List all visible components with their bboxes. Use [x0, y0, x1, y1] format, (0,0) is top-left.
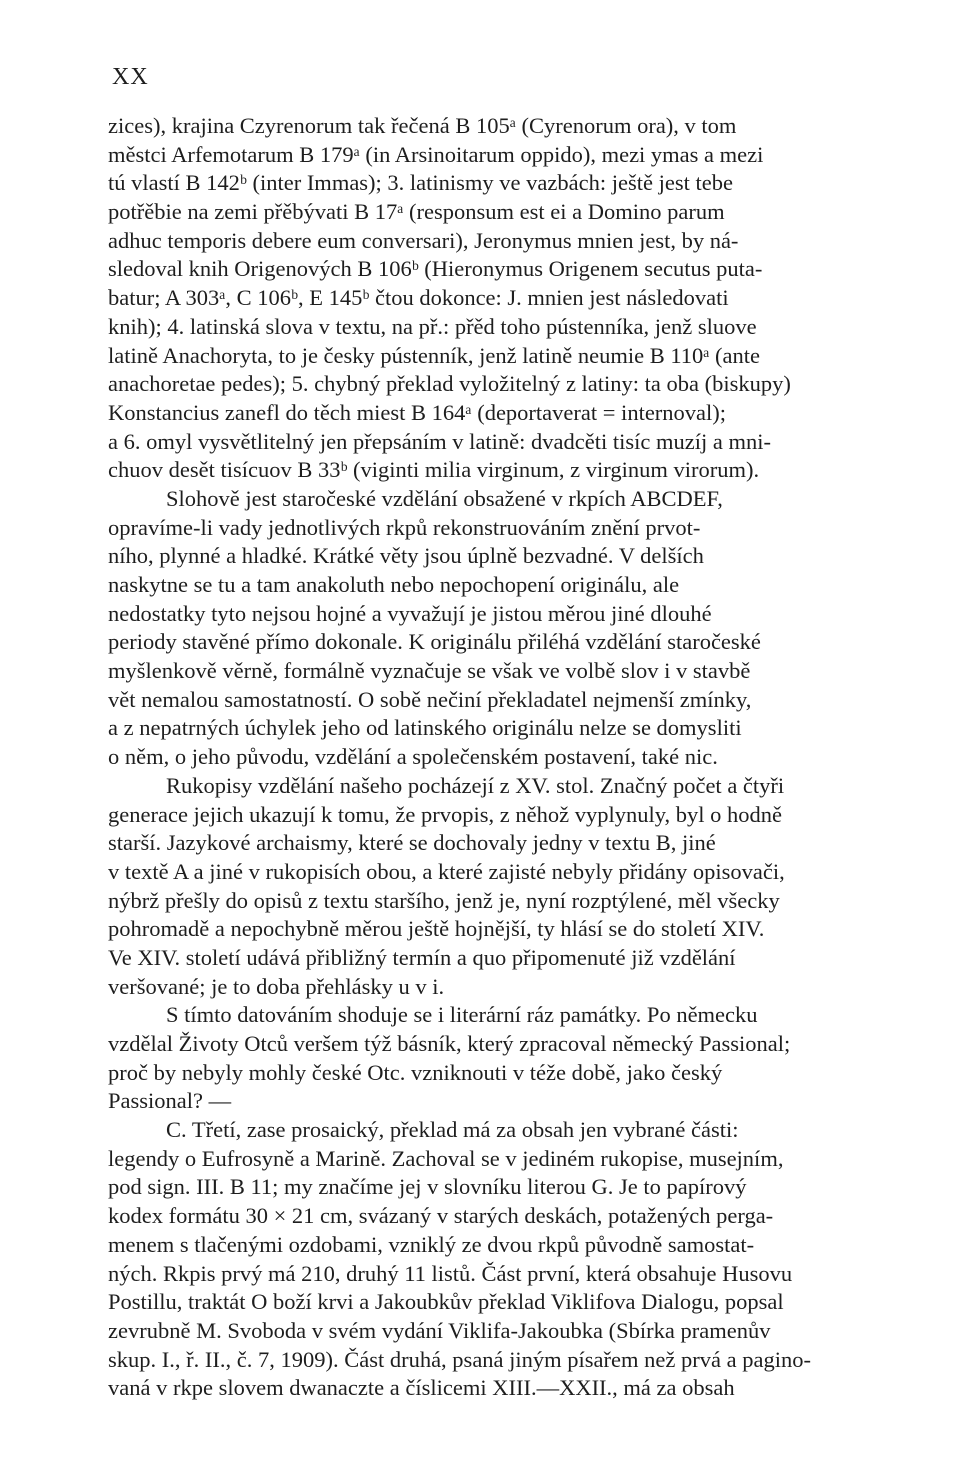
text-line: pod sign. III. B 11; my značíme jej v slovníku literou G. Je to papírový [108, 1174, 747, 1200]
text-line: legendy o Eufrosyně a Marině. Zachoval se v jediném rukopise, musejním, [108, 1145, 784, 1171]
text-line: generace jejich ukazují k tomu, že prvopis, z něhož vyplynuly, byl o hodně [108, 801, 782, 827]
text-line: knih); 4. latinská slova v textu, na př.: přěd toho pústenníka, jenž sluove [108, 313, 757, 339]
text-line: sledoval knih Origenových B 106ᵇ (Hieronymus Origenem secutus puta- [108, 256, 763, 282]
text-line: veršované; je to doba přehlásky u v i. [108, 973, 445, 999]
text-line: pohromadě a nepochybně měrou ještě hojnější, ty hlásí se do století XIV. [108, 916, 765, 942]
text-line: o něm, o jeho původu, vzdělání a společenském postavení, také nic. [108, 744, 718, 770]
text-line: menem s tlačenými ozdobami, vzniklý ze dvou rkpů původně samostat- [108, 1231, 755, 1257]
text-line: tú vlastí B 142ᵇ (inter Immas); 3. latinismy ve vazbách: ještě jest tebe [108, 170, 733, 196]
text-line: proč by nebyly mohly české Otc. vzniknouti v téže době, jako český [108, 1059, 723, 1085]
text-line: anachoretae pedes); 5. chybný překlad vyložitelný z latiny: ta oba (biskupy) [108, 371, 791, 397]
text-line: Konstancius zanefl do těch miest B 164ᵃ (deportaverat = internoval); [108, 399, 727, 425]
text-line: zices), krajina Czyrenorum tak řečená B 105ᵃ (Cyrenorum ora), v tom [108, 113, 737, 138]
text-line: batur; A 303ᵃ, C 106ᵇ, E 145ᵇ čtou dokonce: J. mnien jest následovati [108, 285, 729, 311]
text-line: v textě A a jiné v rukopisích obou, a které zajisté nebyly přidány opisovači, [108, 858, 785, 884]
text-line: starší. Jazykové archaismy, které se dochovaly jedny v textu B, jiné [108, 830, 716, 856]
text-line: vzdělal Životy Otců veršem týž básník, který zpracoval německý Passional; [108, 1031, 791, 1056]
paragraph-first-line: S tímto datováním shoduje se i literární ráz památky. Po německu [166, 1002, 758, 1028]
paragraph-first-line: Rukopisy vzdělání našeho pocházejí z XV. stol. Značný počet a čtyři [166, 772, 785, 798]
text-line: opravíme-li vady jednotlivých rkpů rekonstruováním znění prvot- [108, 514, 701, 540]
paragraph-first-line: C. Třetí, zase prosaický, překlad má za obsah jen vybrané části: [166, 1117, 739, 1143]
text-line: latině Anachoryta, to je česky pústenník, jenž latině neumie B 110ᵃ (ante [108, 342, 760, 368]
text-line: periody stavěné přímo dokonale. K originálu přiléhá vzdělání staročeské [108, 629, 761, 655]
text-line: Passional? — [108, 1088, 232, 1114]
text-line: vaná v rkpe slovem dwanaczte a číslicemi XIII.—XXII., má za obsah [108, 1375, 735, 1401]
text-line: adhuc temporis debere eum conversari), Jeronymus mnien jest, by ná- [108, 227, 739, 253]
text-line: potřěbie na zemi přěbývati B 17ᵃ (responsum est ei a Domino parum [108, 199, 725, 225]
page-number: XX [112, 64, 149, 90]
text-line: kodex formátu 30 × 21 cm, svázaný v starých deskách, potažených perga- [108, 1203, 774, 1229]
text-line: městci Arfemotarum B 179ᵃ (in Arsinoitarum oppido), mezi ymas a mezi [108, 141, 764, 167]
text-line: a z nepatrných úchylek jeho od latinského originálu nelze se domysliti [108, 715, 742, 741]
text-line: Postillu, traktát O boží krvi a Jakoubkův překlad Viklifova Dialogu, popsal [108, 1289, 784, 1315]
text-line: zevrubně M. Svoboda v svém vydání Viklifa-Jakoubka (Sbírka pramenův [108, 1317, 771, 1343]
text-line: chuov desět tisícuov B 33ᵇ (viginti milia virginum, z virginum virorum). [108, 457, 760, 483]
paragraph-first-line: Slohově jest staročeské vzdělání obsažené v rkpích ABCDEF, [166, 485, 723, 511]
text-line: Ve XIV. století udává přibližný termín a quo připomenuté již vzdělání [108, 944, 736, 970]
text-line: a 6. omyl vysvětlitelný jen přepsáním v latině: dvadcěti tisíc muzíj a mni- [108, 428, 771, 454]
text-line: naskytne se tu a tam anakoluth nebo nepochopení originálu, ale [108, 572, 680, 597]
body-text [108, 112, 868, 1403]
text-line: vět nemalou samostatností. O sobě nečiní překladatel nejmenší zmínky, [108, 686, 752, 712]
text-line: myšlenkově věrně, formálně vyznačuje se však ve volbě slov i v stavbě [108, 658, 751, 684]
text-line: nedostatky tyto nejsou hojné a vyvažují je jistou měrou jiné dlouhé [108, 600, 712, 626]
text-line: skup. I., ř. II., č. 7, 1909). Část druhá, psaná jiným písařem než prvá a pagino- [108, 1346, 811, 1372]
text-line: nýbrž přešly do opisů z textu staršího, jenž je, nyní rozptýlené, měl všecky [108, 887, 780, 913]
text-line: ního, plynné a hladké. Krátké věty jsou úplně bezvadné. V delších [108, 543, 704, 569]
text-line: ných. Rkpis prvý má 210, druhý 11 listů. Část první, která obsahuje Husovu [108, 1260, 793, 1286]
